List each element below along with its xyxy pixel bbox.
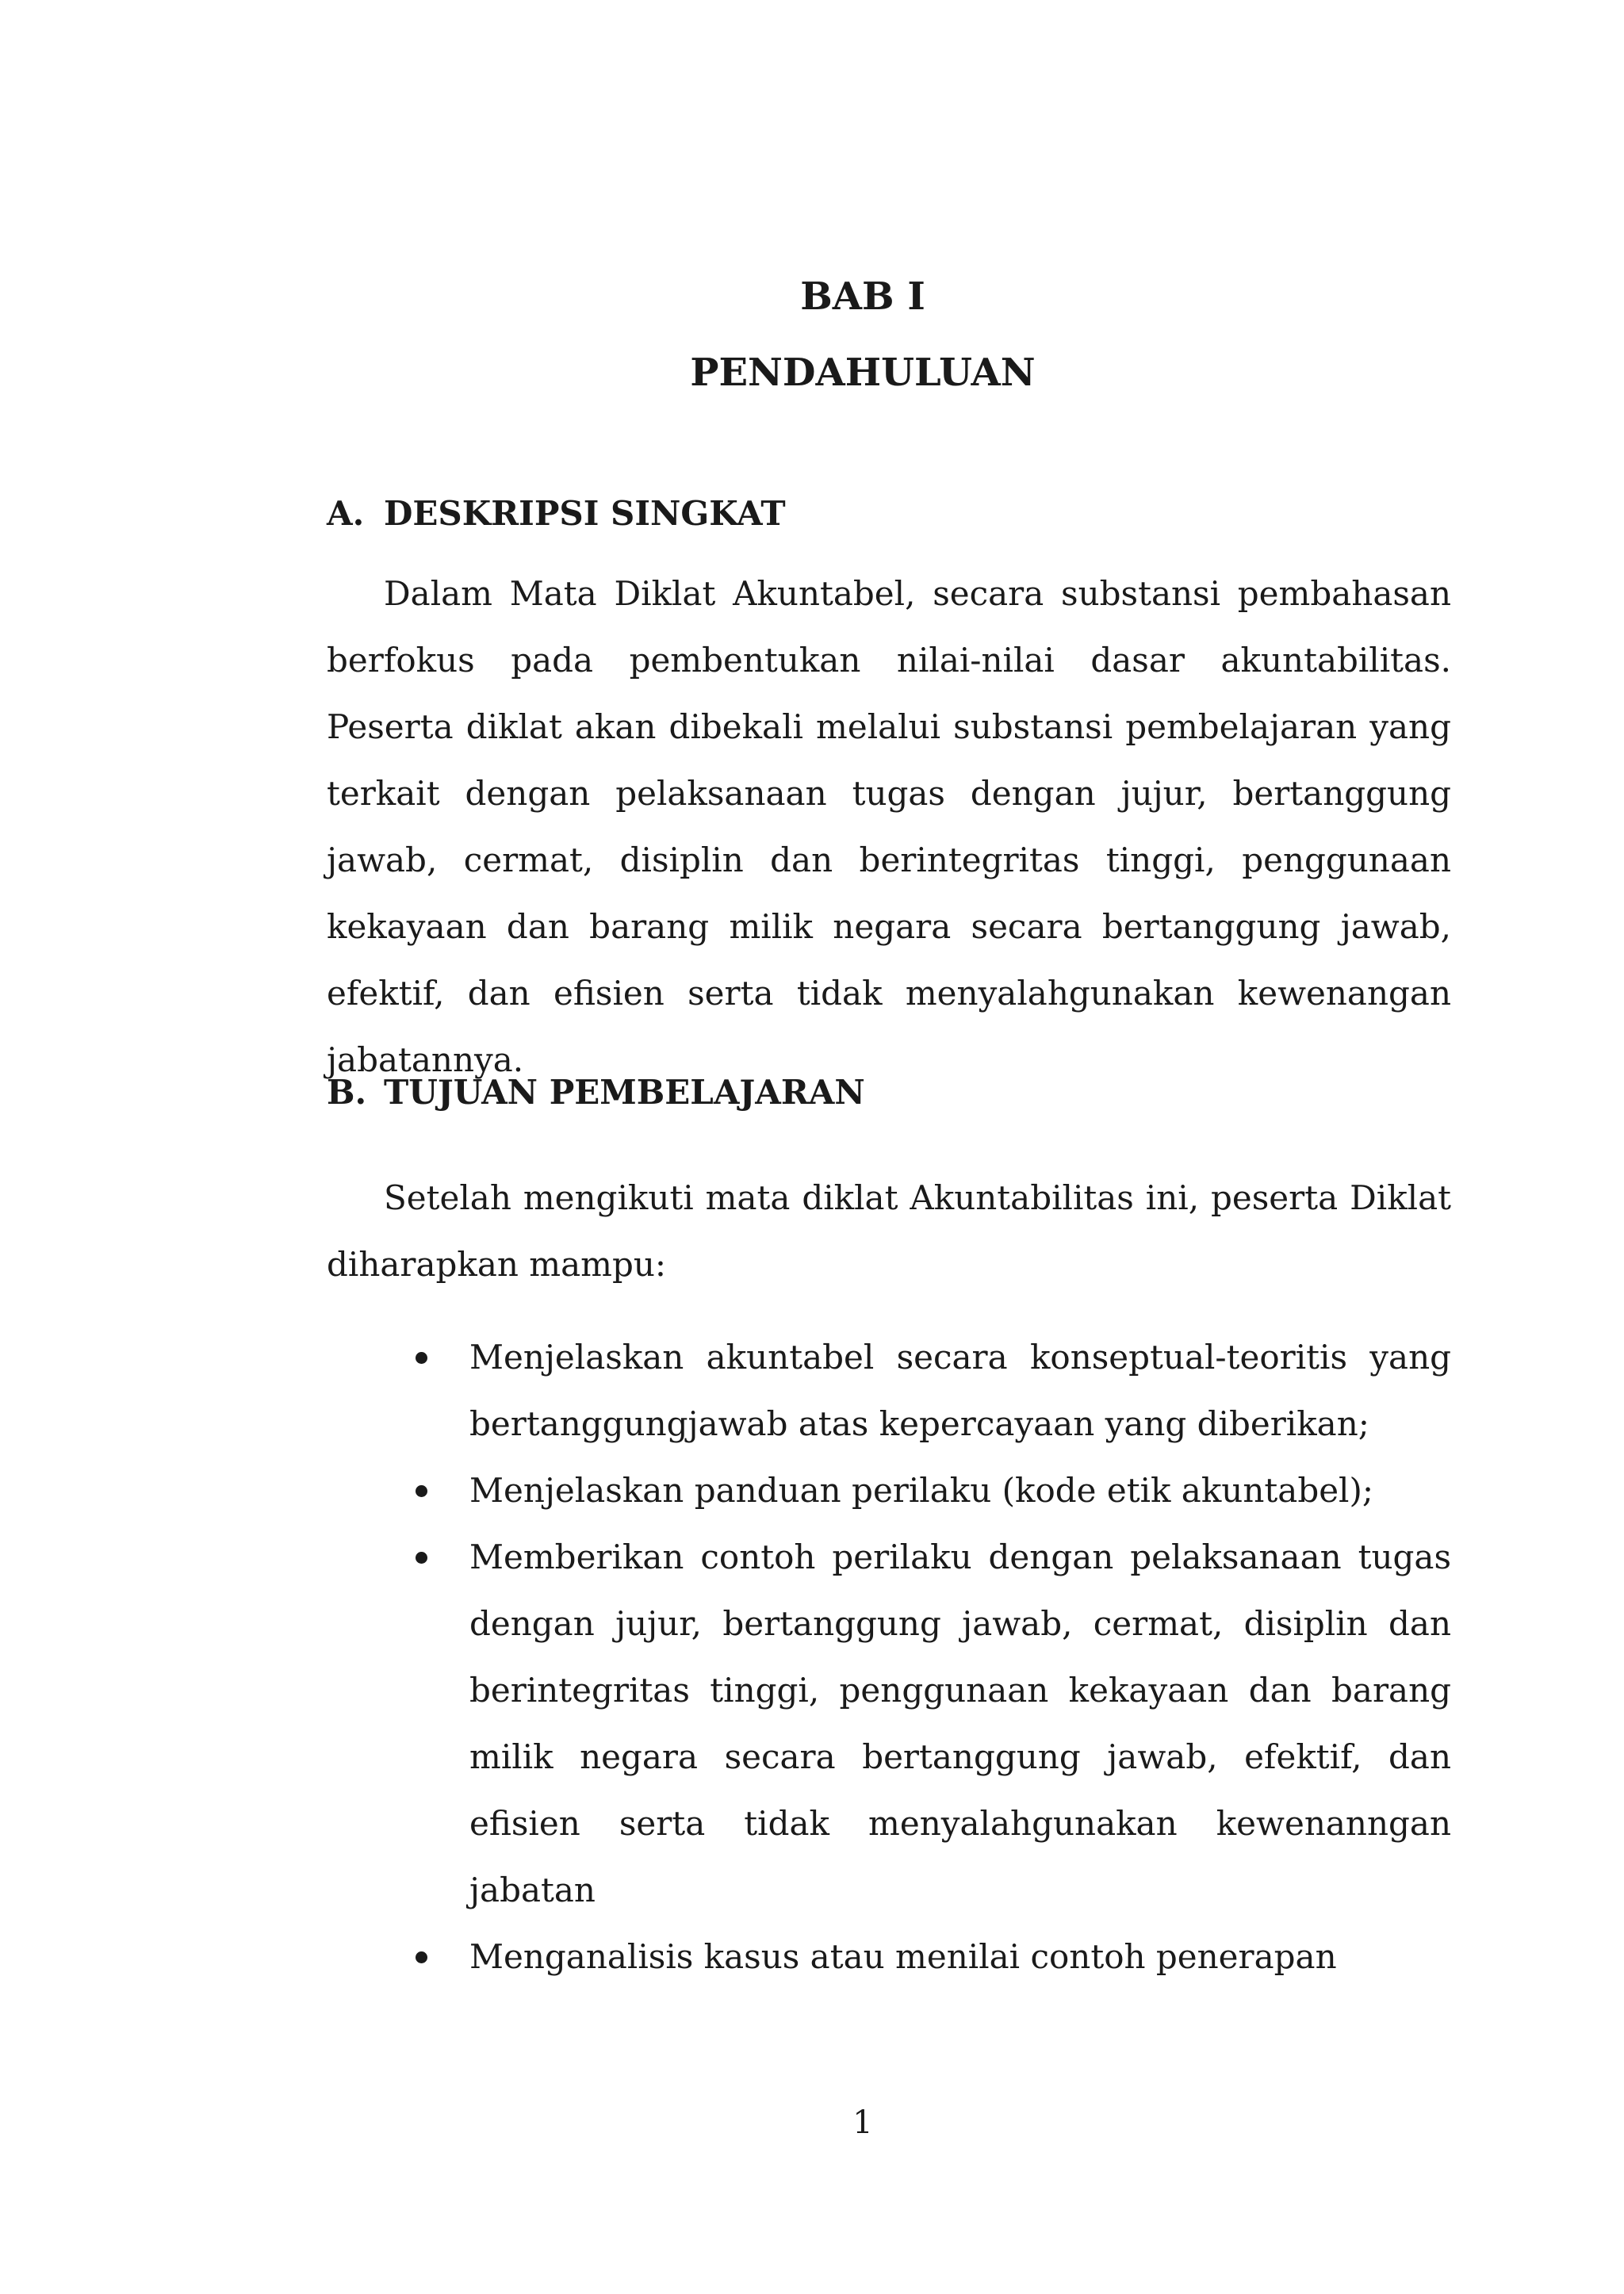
list-item	[409, 1924, 1451, 1990]
bullet-icon	[416, 1485, 427, 1497]
list-item-text: Menjelaskan panduan perilaku (kode etik akuntabel);	[469, 1471, 1374, 1510]
section-b-title: TUJUAN PEMBELAJARAN	[384, 1073, 865, 1112]
bullet-icon	[416, 1352, 427, 1364]
section-a-title: DESKRIPSI SINGKAT	[384, 494, 786, 533]
objectives-list	[409, 1324, 1451, 1990]
chapter-number: BAB I	[800, 274, 925, 319]
list-item-text: Menjelaskan akuntabel secara konseptual-teoritis yang bertanggungjawab atas kepercayaan yang diberikan;	[469, 1338, 1451, 1443]
bullet-icon	[416, 1951, 427, 1963]
section-a-letter: A.	[327, 494, 365, 533]
chapter-title: PENDAHULUAN	[690, 350, 1036, 395]
list-item-text: Menganalisis kasus atau menilai contoh penerapan	[469, 1937, 1337, 1976]
bullet-icon	[416, 1552, 427, 1564]
page-number: 1	[852, 2104, 873, 2141]
list-item	[409, 1524, 1451, 1924]
section-b-heading	[327, 1071, 865, 1114]
section-a-heading	[327, 492, 786, 535]
section-b-intro: Setelah mengikuti mata diklat Akuntabilitas ini, peserta Diklat diharapkan mampu:	[327, 1178, 1451, 1284]
list-item	[409, 1324, 1451, 1457]
list-item	[409, 1457, 1451, 1524]
list-item-text: Memberikan contoh perilaku dengan pelaksanaan tugas dengan jujur, bertanggung jawab, cermat, disiplin dan berintegritas tinggi, penggunaan kekayaan dan barang milik negara secara bertanggung jawab, efektif, dan efisien serta tidak menyalahgunakan kewenanngan jabatan	[469, 1538, 1451, 1909]
section-b-letter: B.	[327, 1073, 367, 1112]
section-a-paragraph: Dalam Mata Diklat Akuntabel, secara substansi pembahasan berfokus pada pembentukan nilai-nilai dasar akuntabilitas. Peserta diklat akan dibekali melalui substansi pembelajaran yang terkait dengan pelaksanaan tugas dengan jujur, bertanggung jawab, cermat, disiplin dan berintegritas tinggi, penggunaan kekayaan dan barang milik negara secara bertanggung jawab, efektif, dan efisien serta tidak menyalahgunakan kewenangan jabatannya.	[327, 574, 1451, 1079]
